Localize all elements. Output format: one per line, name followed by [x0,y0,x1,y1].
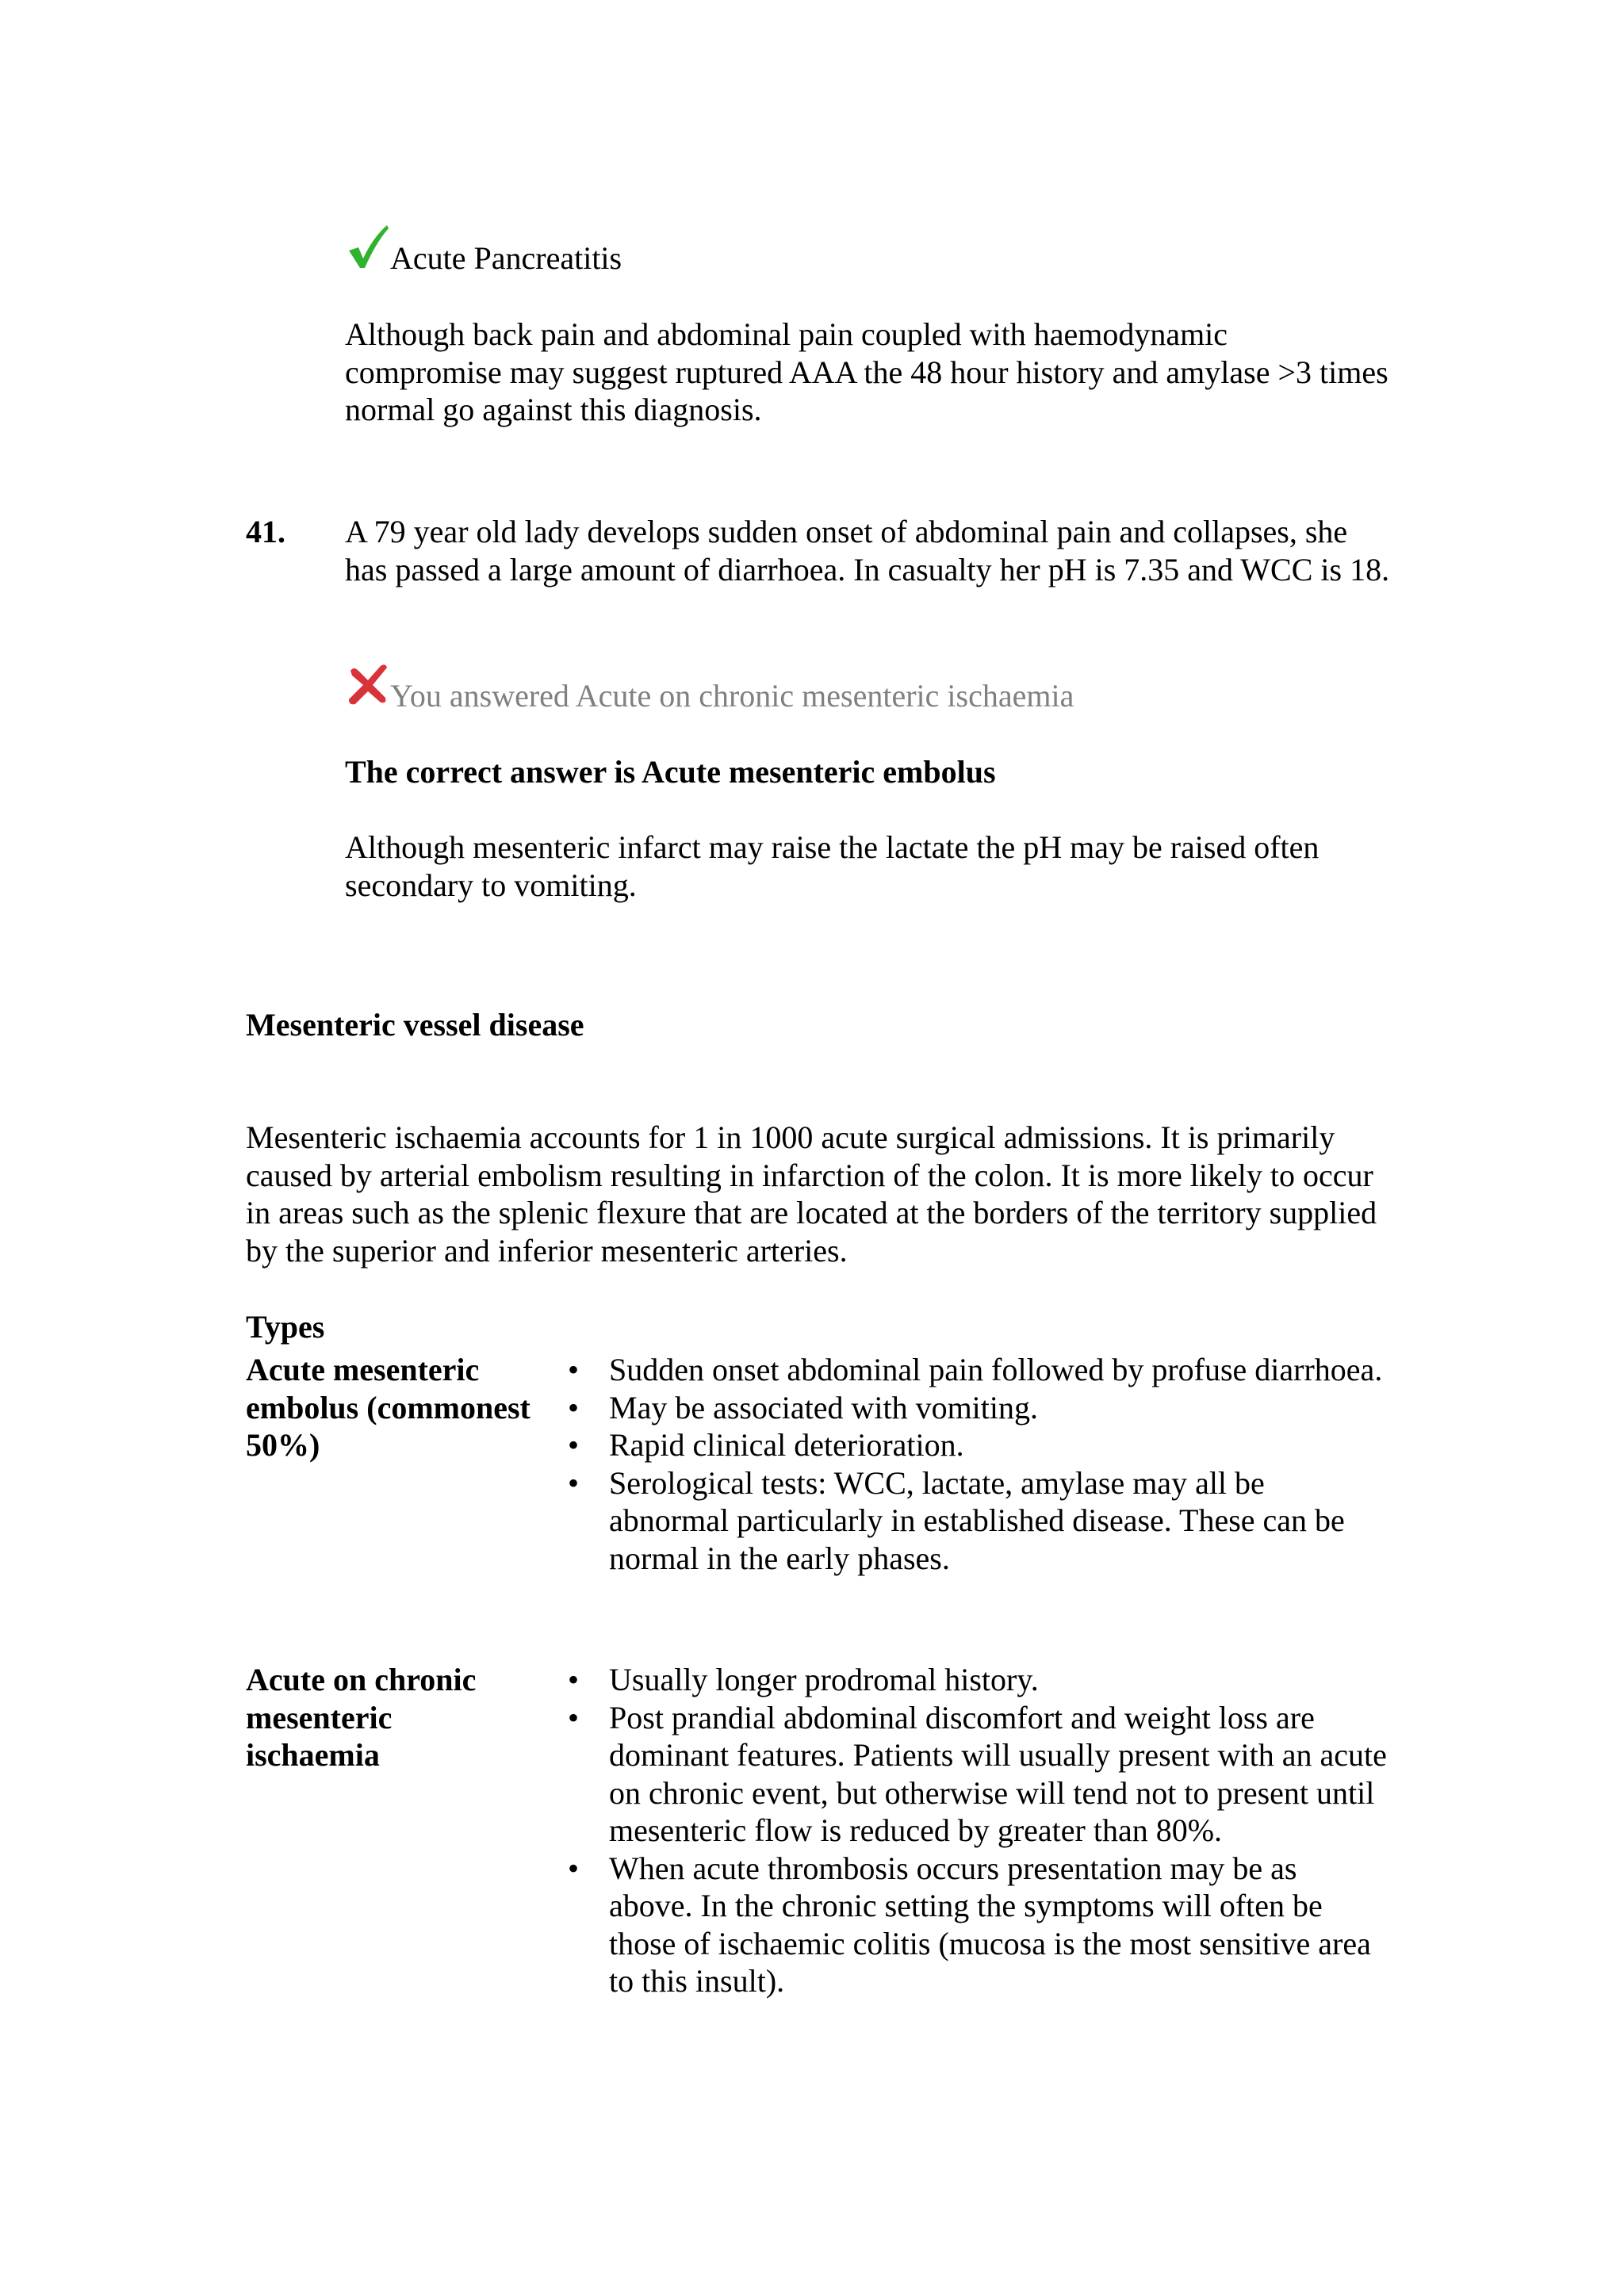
section-intro: Mesenteric ischaemia accounts for 1 in 1000 acute surgical admissions. It is primarily caused by arterial embolism resulting in infarction of the colon. It is more likely to occur in areas such as the splenic flexure that are located at the borders of the territory supplied by the superior and inferior mesenteric arteries. [246,1119,1377,1269]
bullet-icon: • [567,1850,579,1886]
type-points-list [555,1661,1388,2000]
type-points-list [555,1351,1388,1577]
bullet-icon: • [567,1662,579,1697]
bullet-icon: • [567,1352,579,1387]
list-item [555,1661,1388,1699]
correct-answer-text: The correct answer is Acute mesenteric embolus [345,754,996,790]
cross-icon [346,663,390,706]
list-item-text: Post prandial abdominal discomfort and weight loss are dominant features. Patients will usually present with an acute on chronic event, but otherwise will tend not to present until mesenteric flow is reduced by greater than 80%. [609,1699,1387,1848]
list-item [555,1464,1388,1578]
bullet-icon: • [567,1699,579,1735]
list-item-text: Serological tests: WCC, lactate, amylase may all be abnormal particularly in established disease. These can be normal in the early phases. [609,1464,1345,1576]
types-heading: Types [246,1309,325,1345]
bullet-icon: • [567,1389,579,1425]
list-item-text: Usually longer prodromal history. [609,1662,1039,1697]
prev-answer-explanation: Although back pain and abdominal pain coupled with haemodynamic compromise may suggest ruptured AAA the 48 hour history and amylase >3 times normal go against this diagnosis. [345,316,1388,427]
bullet-icon: • [567,1464,579,1501]
section-title: Mesenteric vessel disease [246,1007,584,1043]
list-item [555,1426,1388,1464]
type-label: Acute mesenteric embolus (commonest 50%) [246,1352,530,1463]
question-explanation: Although mesenteric infarct may raise the lactate the pH may be raised often secondary to vomiting. [345,829,1320,903]
question-number: 41. [246,514,285,549]
list-item [555,1850,1388,2000]
bullet-icon: • [567,1427,579,1463]
list-item-text: Rapid clinical deterioration. [609,1427,964,1463]
list-item-text: May be associated with vomiting. [609,1389,1039,1425]
list-item [555,1351,1388,1389]
you-answered-text: You answered Acute on chronic mesenteric ischaemia [390,678,1074,714]
prev-answer-label: Acute Pancreatitis [390,240,622,276]
list-item [555,1389,1388,1427]
list-item-text: When acute thrombosis occurs presentation may be as above. In the chronic setting the symptoms will often be those of ischaemic colitis (mucosa is the most sensitive area to this insult). [609,1850,1371,1999]
check-icon [346,224,390,270]
question-stem: A 79 year old lady develops sudden onset of abdominal pain and collapses, she has passed a large amount of diarrhoea. In casualty her pH is 7.35 and WCC is 18. [345,514,1390,587]
type-label: Acute on chronic mesenteric ischaemia [246,1662,477,1773]
list-item [555,1699,1388,1850]
list-item-text: Sudden onset abdominal pain followed by profuse diarrhoea. [609,1352,1383,1387]
